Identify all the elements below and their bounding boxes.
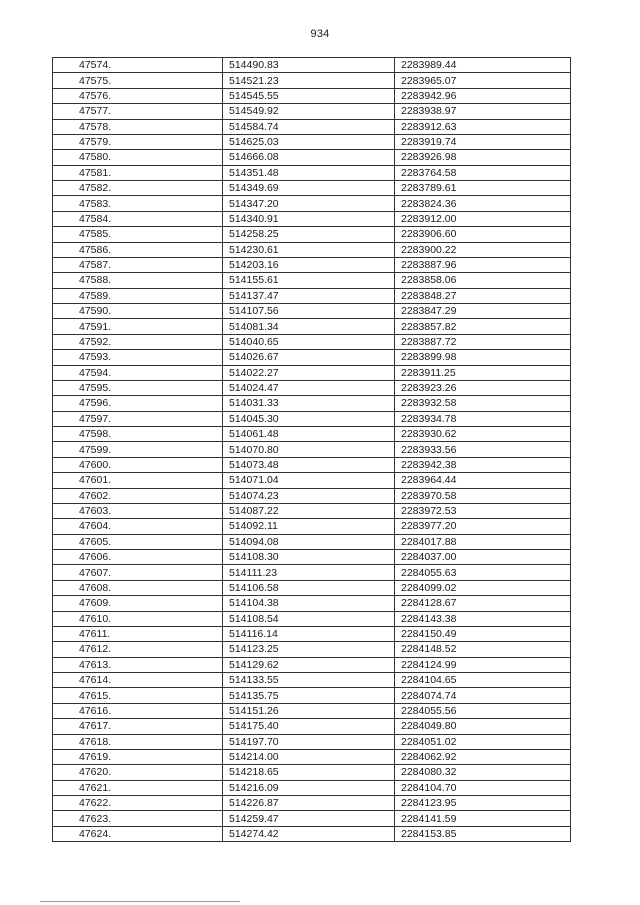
table-row [53, 611, 571, 626]
x-coordinate-cell: 514135.75 [223, 688, 395, 703]
point-number-cell: 47592. [53, 334, 223, 349]
x-coordinate-cell: 514549.92 [223, 104, 395, 119]
table-row [53, 165, 571, 180]
y-coordinate-cell: 2284148.52 [395, 642, 571, 657]
y-coordinate-cell: 2283970.58 [395, 488, 571, 503]
y-coordinate-cell: 2283965.07 [395, 73, 571, 88]
y-coordinate-cell: 2283900.22 [395, 242, 571, 257]
x-coordinate-cell: 514108.30 [223, 550, 395, 565]
point-number-cell: 47591. [53, 319, 223, 334]
table-row [53, 396, 571, 411]
table-row [53, 380, 571, 395]
point-number-cell: 47621. [53, 780, 223, 795]
table-row [53, 719, 571, 734]
x-coordinate-cell: 514104.38 [223, 596, 395, 611]
x-coordinate-cell: 514347.20 [223, 196, 395, 211]
point-number-cell: 47582. [53, 181, 223, 196]
y-coordinate-cell: 2283919.74 [395, 134, 571, 149]
y-coordinate-cell: 2284037.00 [395, 550, 571, 565]
table-row [53, 58, 571, 73]
point-number-cell: 47605. [53, 534, 223, 549]
coordinate-table-body [53, 58, 571, 842]
table-row [53, 242, 571, 257]
y-coordinate-cell: 2284141.59 [395, 811, 571, 826]
table-row [53, 596, 571, 611]
x-coordinate-cell: 514045.30 [223, 411, 395, 426]
x-coordinate-cell: 514340.91 [223, 211, 395, 226]
x-coordinate-cell: 514094.08 [223, 534, 395, 549]
table-row [53, 565, 571, 580]
point-number-cell: 47624. [53, 826, 223, 841]
point-number-cell: 47614. [53, 673, 223, 688]
x-coordinate-cell: 514137.47 [223, 288, 395, 303]
point-number-cell: 47575. [53, 73, 223, 88]
point-number-cell: 47607. [53, 565, 223, 580]
point-number-cell: 47620. [53, 765, 223, 780]
y-coordinate-cell: 2283847.29 [395, 304, 571, 319]
x-coordinate-cell: 514175.40 [223, 719, 395, 734]
y-coordinate-cell: 2283824.36 [395, 196, 571, 211]
y-coordinate-cell: 2283857.82 [395, 319, 571, 334]
point-number-cell: 47577. [53, 104, 223, 119]
x-coordinate-cell: 514116.14 [223, 626, 395, 641]
table-row [53, 534, 571, 549]
table-row [53, 550, 571, 565]
x-coordinate-cell: 514040.65 [223, 334, 395, 349]
x-coordinate-cell: 514022.27 [223, 365, 395, 380]
table-row [53, 673, 571, 688]
point-number-cell: 47611. [53, 626, 223, 641]
x-coordinate-cell: 514203.16 [223, 257, 395, 272]
y-coordinate-cell: 2284051.02 [395, 734, 571, 749]
y-coordinate-cell: 2284055.56 [395, 703, 571, 718]
y-coordinate-cell: 2283912.63 [395, 119, 571, 134]
x-coordinate-cell: 514031.33 [223, 396, 395, 411]
table-row [53, 734, 571, 749]
point-number-cell: 47613. [53, 657, 223, 672]
x-coordinate-cell: 514197.70 [223, 734, 395, 749]
point-number-cell: 47593. [53, 350, 223, 365]
x-coordinate-cell: 514106.58 [223, 580, 395, 595]
x-coordinate-cell: 514026.67 [223, 350, 395, 365]
point-number-cell: 47578. [53, 119, 223, 134]
table-row [53, 703, 571, 718]
point-number-cell: 47616. [53, 703, 223, 718]
page-number: 934 [310, 28, 330, 40]
y-coordinate-cell: 2283933.56 [395, 442, 571, 457]
point-number-cell: 47617. [53, 719, 223, 734]
table-row [53, 580, 571, 595]
x-coordinate-cell: 514071.04 [223, 473, 395, 488]
footer-divider [40, 901, 240, 902]
y-coordinate-cell: 2284124.99 [395, 657, 571, 672]
table-row [53, 642, 571, 657]
x-coordinate-cell: 514214.00 [223, 749, 395, 764]
y-coordinate-cell: 2283764.58 [395, 165, 571, 180]
table-row [53, 457, 571, 472]
y-coordinate-cell: 2283942.96 [395, 88, 571, 103]
x-coordinate-cell: 514074.23 [223, 488, 395, 503]
x-coordinate-cell: 514111.23 [223, 565, 395, 580]
point-number-cell: 47603. [53, 503, 223, 518]
point-number-cell: 47589. [53, 288, 223, 303]
y-coordinate-cell: 2284150.49 [395, 626, 571, 641]
y-coordinate-cell: 2283938.97 [395, 104, 571, 119]
point-number-cell: 47612. [53, 642, 223, 657]
y-coordinate-cell: 2284128.67 [395, 596, 571, 611]
y-coordinate-cell: 2284153.85 [395, 826, 571, 841]
table-row [53, 626, 571, 641]
point-number-cell: 47598. [53, 427, 223, 442]
x-coordinate-cell: 514073.48 [223, 457, 395, 472]
y-coordinate-cell: 2283887.72 [395, 334, 571, 349]
table-row [53, 288, 571, 303]
point-number-cell: 47596. [53, 396, 223, 411]
point-number-cell: 47618. [53, 734, 223, 749]
y-coordinate-cell: 2283989.44 [395, 58, 571, 73]
point-number-cell: 47585. [53, 227, 223, 242]
table-row [53, 73, 571, 88]
table-row [53, 150, 571, 165]
y-coordinate-cell: 2283848.27 [395, 288, 571, 303]
point-number-cell: 47606. [53, 550, 223, 565]
point-number-cell: 47584. [53, 211, 223, 226]
table-row [53, 473, 571, 488]
x-coordinate-cell: 514226.87 [223, 796, 395, 811]
x-coordinate-cell: 514584.74 [223, 119, 395, 134]
table-row [53, 304, 571, 319]
x-coordinate-cell: 514351.48 [223, 165, 395, 180]
y-coordinate-cell: 2283964.44 [395, 473, 571, 488]
point-number-cell: 47583. [53, 196, 223, 211]
table-row [53, 119, 571, 134]
coordinate-table [52, 57, 571, 842]
table-row [53, 749, 571, 764]
table-row [53, 796, 571, 811]
y-coordinate-cell: 2284123.95 [395, 796, 571, 811]
y-coordinate-cell: 2283858.06 [395, 273, 571, 288]
table-row [53, 211, 571, 226]
y-coordinate-cell: 2284017.88 [395, 534, 571, 549]
x-coordinate-cell: 514666.08 [223, 150, 395, 165]
table-row [53, 826, 571, 841]
x-coordinate-cell: 514092.11 [223, 519, 395, 534]
table-row [53, 427, 571, 442]
table-row [53, 181, 571, 196]
table-row [53, 88, 571, 103]
point-number-cell: 47615. [53, 688, 223, 703]
y-coordinate-cell: 2284143.38 [395, 611, 571, 626]
table-row [53, 411, 571, 426]
x-coordinate-cell: 514061.48 [223, 427, 395, 442]
x-coordinate-cell: 514230.61 [223, 242, 395, 257]
y-coordinate-cell: 2284104.65 [395, 673, 571, 688]
x-coordinate-cell: 514070.80 [223, 442, 395, 457]
x-coordinate-cell: 514024.47 [223, 380, 395, 395]
point-number-cell: 47590. [53, 304, 223, 319]
x-coordinate-cell: 514087.22 [223, 503, 395, 518]
y-coordinate-cell: 2283934.78 [395, 411, 571, 426]
y-coordinate-cell: 2283906.60 [395, 227, 571, 242]
x-coordinate-cell: 514129.62 [223, 657, 395, 672]
x-coordinate-cell: 514123.25 [223, 642, 395, 657]
table-row [53, 765, 571, 780]
y-coordinate-cell: 2283887.96 [395, 257, 571, 272]
table-row [53, 503, 571, 518]
x-coordinate-cell: 514274.42 [223, 826, 395, 841]
y-coordinate-cell: 2283942.38 [395, 457, 571, 472]
y-coordinate-cell: 2284049.80 [395, 719, 571, 734]
x-coordinate-cell: 514216.09 [223, 780, 395, 795]
table-row [53, 257, 571, 272]
y-coordinate-cell: 2283932.58 [395, 396, 571, 411]
point-number-cell: 47579. [53, 134, 223, 149]
point-number-cell: 47595. [53, 380, 223, 395]
x-coordinate-cell: 514151.26 [223, 703, 395, 718]
point-number-cell: 47581. [53, 165, 223, 180]
point-number-cell: 47588. [53, 273, 223, 288]
point-number-cell: 47610. [53, 611, 223, 626]
x-coordinate-cell: 514218.65 [223, 765, 395, 780]
point-number-cell: 47602. [53, 488, 223, 503]
y-coordinate-cell: 2283789.61 [395, 181, 571, 196]
table-row [53, 519, 571, 534]
table-row [53, 780, 571, 795]
x-coordinate-cell: 514349.69 [223, 181, 395, 196]
point-number-cell: 47600. [53, 457, 223, 472]
table-row [53, 365, 571, 380]
point-number-cell: 47604. [53, 519, 223, 534]
y-coordinate-cell: 2283930.62 [395, 427, 571, 442]
x-coordinate-cell: 514081.34 [223, 319, 395, 334]
x-coordinate-cell: 514545.55 [223, 88, 395, 103]
point-number-cell: 47623. [53, 811, 223, 826]
table-row [53, 273, 571, 288]
point-number-cell: 47619. [53, 749, 223, 764]
point-number-cell: 47608. [53, 580, 223, 595]
y-coordinate-cell: 2283972.53 [395, 503, 571, 518]
table-row [53, 227, 571, 242]
table-row [53, 688, 571, 703]
point-number-cell: 47622. [53, 796, 223, 811]
point-number-cell: 47594. [53, 365, 223, 380]
x-coordinate-cell: 514107.56 [223, 304, 395, 319]
point-number-cell: 47609. [53, 596, 223, 611]
y-coordinate-cell: 2284055.63 [395, 565, 571, 580]
table-row [53, 442, 571, 457]
x-coordinate-cell: 514259.47 [223, 811, 395, 826]
y-coordinate-cell: 2284074.74 [395, 688, 571, 703]
x-coordinate-cell: 514108.54 [223, 611, 395, 626]
y-coordinate-cell: 2284099.02 [395, 580, 571, 595]
y-coordinate-cell: 2283911.25 [395, 365, 571, 380]
x-coordinate-cell: 514258.25 [223, 227, 395, 242]
y-coordinate-cell: 2283977.20 [395, 519, 571, 534]
table-row [53, 657, 571, 672]
y-coordinate-cell: 2283926.98 [395, 150, 571, 165]
x-coordinate-cell: 514133.55 [223, 673, 395, 688]
point-number-cell: 47587. [53, 257, 223, 272]
point-number-cell: 47599. [53, 442, 223, 457]
x-coordinate-cell: 514625.03 [223, 134, 395, 149]
table-row [53, 196, 571, 211]
y-coordinate-cell: 2283923.26 [395, 380, 571, 395]
table-row [53, 334, 571, 349]
x-coordinate-cell: 514490.83 [223, 58, 395, 73]
y-coordinate-cell: 2284062.92 [395, 749, 571, 764]
y-coordinate-cell: 2284104.70 [395, 780, 571, 795]
y-coordinate-cell: 2284080.32 [395, 765, 571, 780]
x-coordinate-cell: 514521.23 [223, 73, 395, 88]
y-coordinate-cell: 2283899.98 [395, 350, 571, 365]
table-row [53, 104, 571, 119]
table-row [53, 134, 571, 149]
table-row [53, 319, 571, 334]
y-coordinate-cell: 2283912.00 [395, 211, 571, 226]
point-number-cell: 47601. [53, 473, 223, 488]
table-row [53, 811, 571, 826]
table-row [53, 488, 571, 503]
table-row [53, 350, 571, 365]
point-number-cell: 47597. [53, 411, 223, 426]
point-number-cell: 47576. [53, 88, 223, 103]
point-number-cell: 47586. [53, 242, 223, 257]
x-coordinate-cell: 514155.61 [223, 273, 395, 288]
point-number-cell: 47580. [53, 150, 223, 165]
point-number-cell: 47574. [53, 58, 223, 73]
